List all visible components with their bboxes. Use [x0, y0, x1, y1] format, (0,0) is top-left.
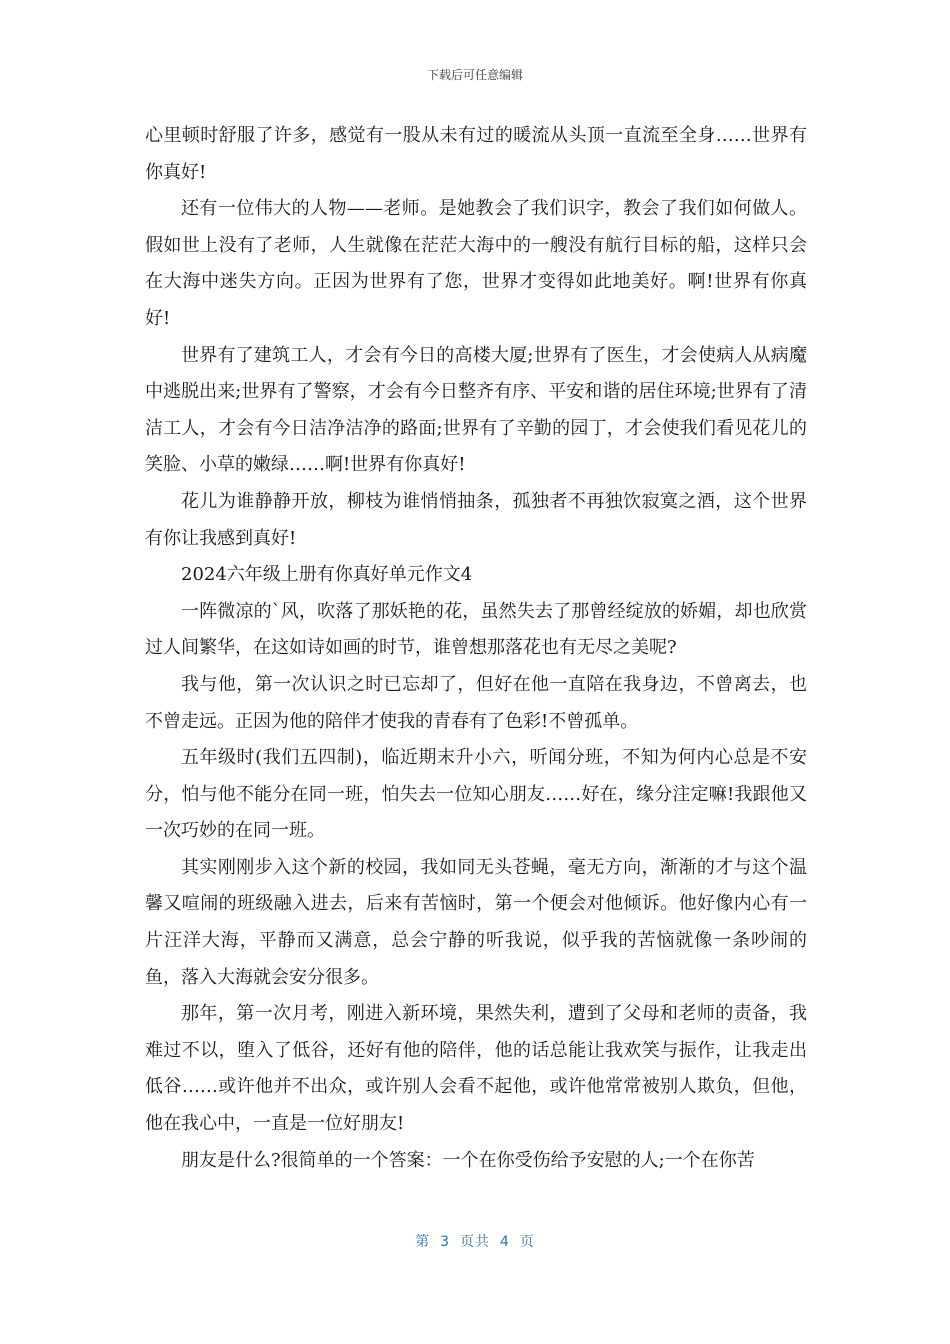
paragraph-11: 朋友是什么?很简单的一个答案：一个在你受伤给予安慰的人;一个在你苦: [181, 1149, 755, 1171]
paragraph-1: 心里顿时舒服了许多，感觉有一股从未有过的暖流从头顶一直流至全身……世界有你真好!: [145, 125, 807, 183]
section-title: 2024六年级上册有你真好单元作文4: [181, 564, 473, 586]
page-footer: [0, 1231, 950, 1251]
footer-current-page: 3: [440, 1234, 450, 1250]
footer-total-pages: 4: [500, 1234, 510, 1250]
page-header: 下载后可任意编辑: [426, 68, 523, 82]
paragraph-3: 世界有了建筑工人，才会有今日的高楼大厦;世界有了医生，才会使病人从病魔中逃脱出来;世界有了警察，才会有今日整齐有序、平安和谐的居住环境;世界有了清洁工人，才会有今日洁净洁净的路面;世界有了辛勤的园丁，才会使我们看见花儿的笑脸、小草的嫩绿……啊!世界有你真好!: [145, 344, 807, 476]
paragraph-4: 花儿为谁静静开放，柳枝为谁悄悄抽条，孤独者不再独饮寂寞之酒，这个世界有你让我感到真好!: [145, 490, 807, 549]
paragraph-7: 我与他，第一次认识之时已忘却了，但好在他一直陪在我身边，不曾离去，也不曾走远。正因为他的陪伴才使我的青春有了色彩!不曾孤单。: [145, 673, 807, 732]
paragraph-9: 其实刚刚步入这个新的校园，我如同无头苍蝇，毫无方向，渐渐的才与这个温馨又喧闹的班级融入进去，后来有苦恼时，第一个便会对他倾诉。他好像内心有一片汪洋大海，平静而又满意，总会宁静的听我说，似乎我的苦恼就像一条吵闹的鱼，落入大海就会安分很多。: [145, 856, 807, 988]
paragraph-2: 还有一位伟大的人物——老师。是她教会了我们识字，教会了我们如何做人。假如世上没有了老师，人生就像在茫茫大海中的一艘没有航行目标的船，这样只会在大海中迷失方向。正因为世界有了您，世界才变得如此地美好。啊!世界有你真好!: [145, 198, 807, 329]
paragraph-8: 五年级时(我们五四制)，临近期末升小六，听闻分班，不知为何内心总是不安分，怕与他不能分在同一班，怕失去一位知心朋友……好在，缘分注定嘛!我跟他又一次巧妙的在同一班。: [145, 747, 807, 842]
footer-suffix: 页: [519, 1234, 535, 1250]
paragraph-10: 那年，第一次月考，刚进入新环境，果然失利，遭到了父母和老师的责备，我难过不以，堕入了低谷，还好有他的陪伴，他的话总能让我欢笑与振作，让我走出低谷……或许他并不出众，或许别人会看不起他，或许他常常被别人欺负，但他，他在我心中，一直是一位好朋友!: [145, 1003, 807, 1135]
footer-middle: 页共: [460, 1234, 490, 1250]
footer-prefix: 第: [415, 1234, 431, 1250]
paragraph-6: 一阵微凉的`风，吹落了那妖艳的花，虽然失去了那曾经绽放的娇媚，却也欣赏过人间繁华，在这如诗如画的时节，谁曾想那落花也有无尽之美呢?: [145, 600, 807, 659]
document-body: [145, 118, 807, 1179]
